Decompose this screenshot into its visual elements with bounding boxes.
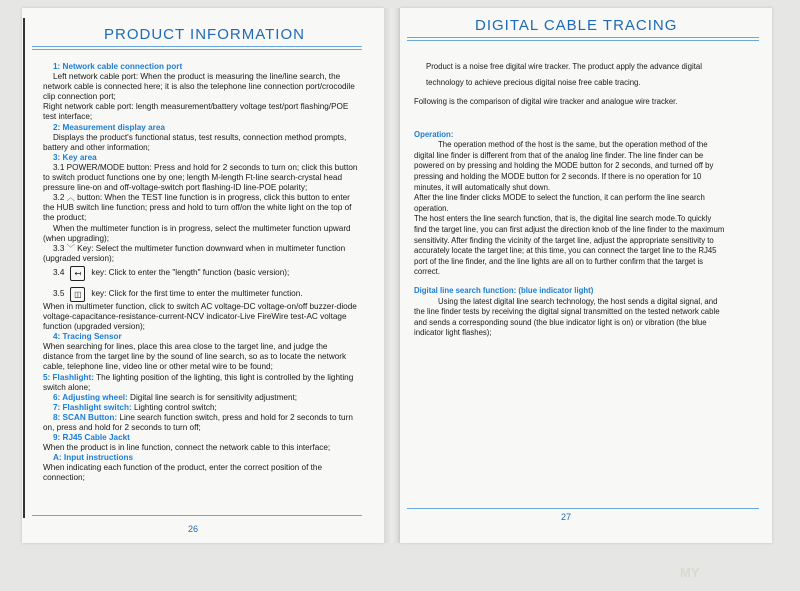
paragraph: 5: Flashlight: The lighting position of the lighting, this light is controlled by the lighting switch alone; — [43, 372, 354, 392]
paragraph: 8: SCAN Button: Line search function switch, press and hold for 2 seconds to turn on, press and hold for 2 seconds to turn off; — [43, 412, 353, 432]
paragraph: 3.1 POWER/MODE button: Press and hold for 2 seconds to turn on; click this button to switch product functions one by one; length M-length Ft-line search-crystal head pressure line-on and off-voltage-switch port flashing-ID line-POE polarity; — [43, 162, 358, 193]
key-3-5-row: 3.5 ◫ key: Click for the first time to enter the multimeter function. — [43, 287, 359, 302]
book-gutter — [384, 8, 400, 543]
section-heading: Digital line search function: (blue indicator light) — [414, 285, 594, 295]
right-page-content — [414, 59, 726, 339]
left-title-rule-2 — [32, 49, 362, 50]
section-heading: Operation: — [414, 129, 454, 139]
paragraph: 7: Flashlight switch: Lighting control switch; — [53, 402, 217, 412]
section-heading: 9: RJ45 Cable Jackt — [53, 433, 130, 443]
paragraph: 3.2 ︿ button: When the TEST line function is in progress, click this button to enter the HUB switch line function; press and hold to turn off/on the white light on the top of the product; — [43, 193, 352, 223]
paragraph: 6: Adjusting wheel: Digital line search is for sensitivity adjustment; — [53, 392, 298, 402]
paragraph: The host enters the line search function, that is, the digital line search mode.To quickly find the target line, you can first adjust the direction knob of the line finder to the maximum sensitivity. After finding the vicinity of the target line, adjust the appropriate sensitivity to accurately locate the target line; at this time, you can connect the target line to the RJ45 port of the line finder, and the line lights are all on to further confirm that the target is correct. — [414, 214, 725, 277]
paragraph: The operation method of the host is the same, but the operation method of the digital line finder is different from that of the analog line finder. The line finder can be powered on by pressing and holding the MODE button for 2 seconds, and turned off by pressing and holding the MODE button for 2 seconds. If there is no operation for 10 minutes, it will automatically shut down. — [414, 140, 714, 192]
paragraph: When the product is in line function, connect the network cable to this interface; — [43, 443, 331, 453]
watermark: MY — [680, 565, 700, 580]
section-heading: 1: Network cable connection port — [53, 62, 183, 71]
paragraph: When indicating each function of the product, enter the correct position of the connection; — [43, 463, 322, 483]
left-page-content — [43, 62, 359, 484]
page-edge-line — [23, 18, 25, 518]
right-title-rule — [407, 37, 759, 38]
multimeter-key-icon: ◫ — [70, 287, 85, 302]
key-3-4-row: 3.4 ↤ key: Click to enter the "length" function (basic version); — [43, 266, 359, 281]
intro-paragraph: Following is the comparison of digital wire tracker and analogue wire tracker. — [414, 97, 678, 106]
section-heading: 4: Tracing Sensor — [53, 332, 122, 342]
paragraph: Right network cable port: length measurement/battery voltage test/port flashing/POE test interface; — [43, 102, 349, 122]
right-page-title: DIGITAL CABLE TRACING — [475, 17, 678, 34]
right-footer-rule — [407, 508, 759, 509]
section-heading: 2: Measurement display area — [53, 122, 165, 132]
paragraph: Displays the product's functional status, test results, connection method prompts, battery and other information; — [43, 132, 347, 152]
section-heading: A: Input instructions — [53, 453, 134, 463]
left-page-number: 26 — [188, 524, 199, 534]
left-footer-rule — [32, 515, 362, 516]
paragraph: Left network cable port: When the product is measuring the line/line search, the network cable is connected here; it is also the telephone line connection port/crocodile clip connection port; — [43, 72, 355, 102]
paragraph: When in multimeter function, click to switch AC voltage-DC voltage-on/off buzzer-diode voltage-capacitance-resistance-current-NCV indicator-Live FireWire test-AC voltage function (upgraded version); — [43, 301, 357, 332]
paragraph: After the line finder clicks MODE to select the function, it can perform the line search operation. — [414, 193, 705, 213]
left-title-rule — [32, 46, 362, 47]
right-title-rule-2 — [407, 40, 759, 41]
left-page-title: PRODUCT INFORMATION — [104, 26, 305, 43]
paragraph: When the multimeter function is in progress, select the multimeter function upward (when upgrading); — [43, 223, 351, 243]
paragraph: Using the latest digital line search technology, the host sends a digital signal, and the line finder tests by receiving the digital signal transmitted on the tested network cable and sends a corresponding sound (the blue indicator light is on) or vibration (the blue indicator light flashes); — [414, 296, 720, 338]
intro-paragraph: Product is a noise free digital wire tracker. The product apply the advance digital technology to achieve precious digital noise free cable tracing. — [426, 62, 702, 87]
paragraph: When searching for lines, place this area close to the target line, and judge the distance from the target line by the sound of line search, so as to locate the network cable, telephone line, video line or other metal wire to be found; — [43, 342, 347, 372]
paragraph: 3.3 ﹀ Key: Select the multimeter function downward when in multimeter function (upgraded version); — [43, 243, 346, 263]
right-page-number: 27 — [561, 512, 572, 522]
length-key-icon: ↤ — [70, 266, 85, 281]
section-heading: 3: Key area — [53, 152, 97, 162]
